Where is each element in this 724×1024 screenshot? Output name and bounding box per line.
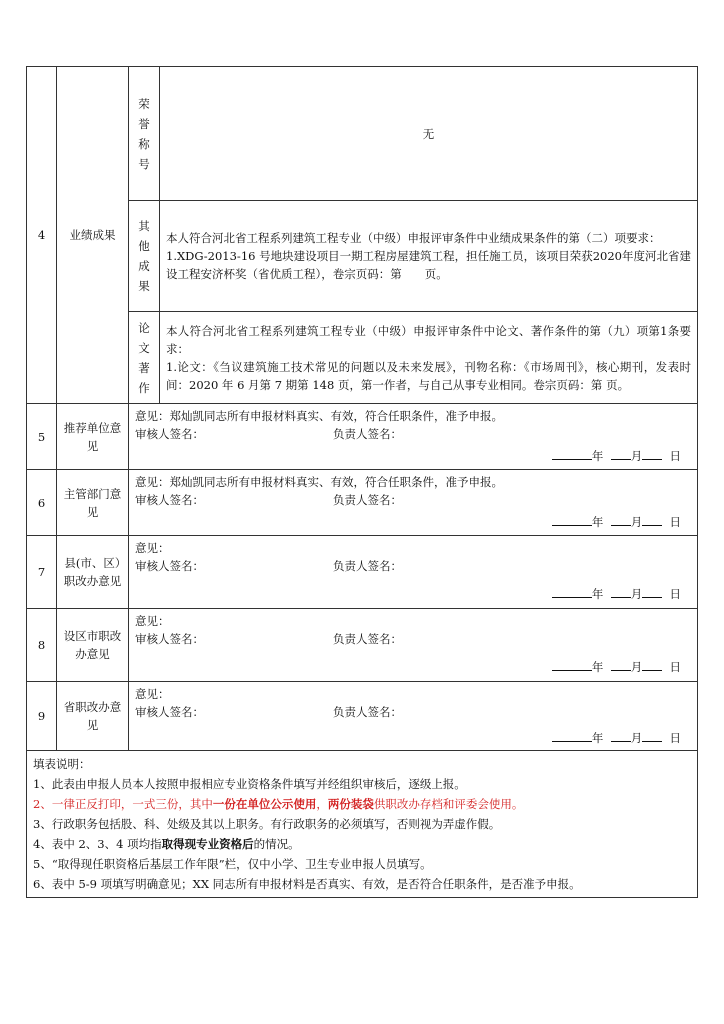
instruction-6: 6、表中 5-9 项填写明确意见；XX 同志所有申报材料是否真实、有效，是否符合任职条件，是否准予申报。 xyxy=(33,877,581,891)
leader-signature-label: 负责人签名： xyxy=(333,493,402,507)
row-city-office xyxy=(27,609,698,682)
opinion-cell xyxy=(129,609,698,682)
opinion-cell xyxy=(129,404,698,470)
leader-signature-label: 负责人签名： xyxy=(333,632,402,646)
row-county-office xyxy=(27,536,698,609)
other-achievements-content xyxy=(160,201,698,312)
opinion-text: 意见： xyxy=(135,687,170,701)
leader-signature-label: 负责人签名： xyxy=(333,559,402,573)
other-achievements-label: 其他成果 xyxy=(129,201,160,312)
reviewer-signature-label: 审核人签名： xyxy=(135,705,204,719)
date-line: 年 月 日 xyxy=(135,513,691,531)
opinion-text: 意见：郑灿凯同志所有申报材料真实、有效，符合任职条件，准予申报。 xyxy=(135,409,503,423)
row-number-8: 8 xyxy=(27,609,57,682)
row-number-5: 5 xyxy=(27,404,57,470)
row-label-city-office: 设区市职改办意见 xyxy=(57,609,129,682)
instruction-3: 3、行政职务包括股、科、处级及其以上职务。有行政职务的必须填写，否则视为弄虚作假。 xyxy=(33,817,501,831)
honor-value: 无 xyxy=(160,67,698,201)
leader-signature-label: 负责人签名： xyxy=(333,705,402,719)
row-recommending-unit xyxy=(27,404,698,470)
papers-content xyxy=(160,312,698,404)
reviewer-signature-label: 审核人签名： xyxy=(135,632,204,646)
opinion-cell xyxy=(129,682,698,751)
instruction-2: 2、一律正反打印，一式三份，其中一份在单位公示使用，两份装袋供职改办存档和评委会使用。 xyxy=(33,797,524,811)
opinion-cell xyxy=(129,536,698,609)
row-competent-department xyxy=(27,470,698,536)
application-form-table xyxy=(26,66,698,898)
other-achievements-line1: 本人符合河北省工程系列建筑工程专业（中级）申报评审条件中业绩成果条件的第（二）项要求： xyxy=(166,231,661,245)
row-label-county-office: 县(市、区）职改办意见 xyxy=(57,536,129,609)
row-label-achievements: 业绩成果 xyxy=(57,67,129,404)
row-label-competent-department: 主管部门意见 xyxy=(57,470,129,536)
reviewer-signature-label: 审核人签名： xyxy=(135,493,204,507)
row-number-9: 9 xyxy=(27,682,57,751)
instruction-4: 4、表中 2、3、4 项均指取得现专业资格后的情况。 xyxy=(33,837,300,851)
row-instructions xyxy=(27,751,698,898)
leader-signature-label: 负责人签名： xyxy=(333,427,402,441)
instructions-cell xyxy=(27,751,698,898)
other-achievements-line2: 1.XDG-2013-16 号地块建设项目一期工程房屋建筑工程，担任施工员，该项目荣获2020年度河北省建设工程安济杯奖（省优质工程），卷宗页码：第 页。 xyxy=(166,249,691,281)
opinion-text: 意见：郑灿凯同志所有申报材料真实、有效，符合任职条件，准予申报。 xyxy=(135,475,503,489)
papers-line1: 本人符合河北省工程系列建筑工程专业（中级）申报评审条件中论文、著作条件的第（九）项第1条要求： xyxy=(166,323,691,356)
date-line: 年 月 日 xyxy=(135,585,691,603)
opinion-text: 意见： xyxy=(135,614,170,628)
reviewer-signature-label: 审核人签名： xyxy=(135,559,204,573)
reviewer-signature-label: 审核人签名： xyxy=(135,427,204,441)
row-label-province-office: 省职改办意见 xyxy=(57,682,129,751)
date-line: 年 月 日 xyxy=(135,447,691,465)
row-label-recommending-unit: 推荐单位意见 xyxy=(57,404,129,470)
honor-label: 荣誉称号 xyxy=(129,67,160,201)
papers-line2: 1.论文：《刍议建筑施工技术常见的问题以及未来发展》，刊物名称：《市场周刊》，核心期刊，发表时间：2020 年 6 月第 7 期第 148 页，第一作者，与自己从事专业相同。卷宗页码：第 页。 xyxy=(166,359,691,392)
row-province-office xyxy=(27,682,698,751)
row-number-6: 6 xyxy=(27,470,57,536)
date-line: 年 月 日 xyxy=(135,658,691,676)
row-number-7: 7 xyxy=(27,536,57,609)
date-line: 年 月 日 xyxy=(135,729,691,747)
row-number-4: 4 xyxy=(27,67,57,404)
instructions-title: 填表说明： xyxy=(33,757,91,771)
papers-label: 论文著作 xyxy=(129,312,160,404)
opinion-cell xyxy=(129,470,698,536)
opinion-text: 意见： xyxy=(135,541,170,555)
row-honor xyxy=(27,67,698,201)
instruction-5: 5、“取得现任职资格后基层工作年限”栏，仅中小学、卫生专业申报人员填写。 xyxy=(33,857,432,871)
instruction-1: 1、此表由申报人员本人按照申报相应专业资格条件填写并经组织审核后，逐级上报。 xyxy=(33,777,466,791)
